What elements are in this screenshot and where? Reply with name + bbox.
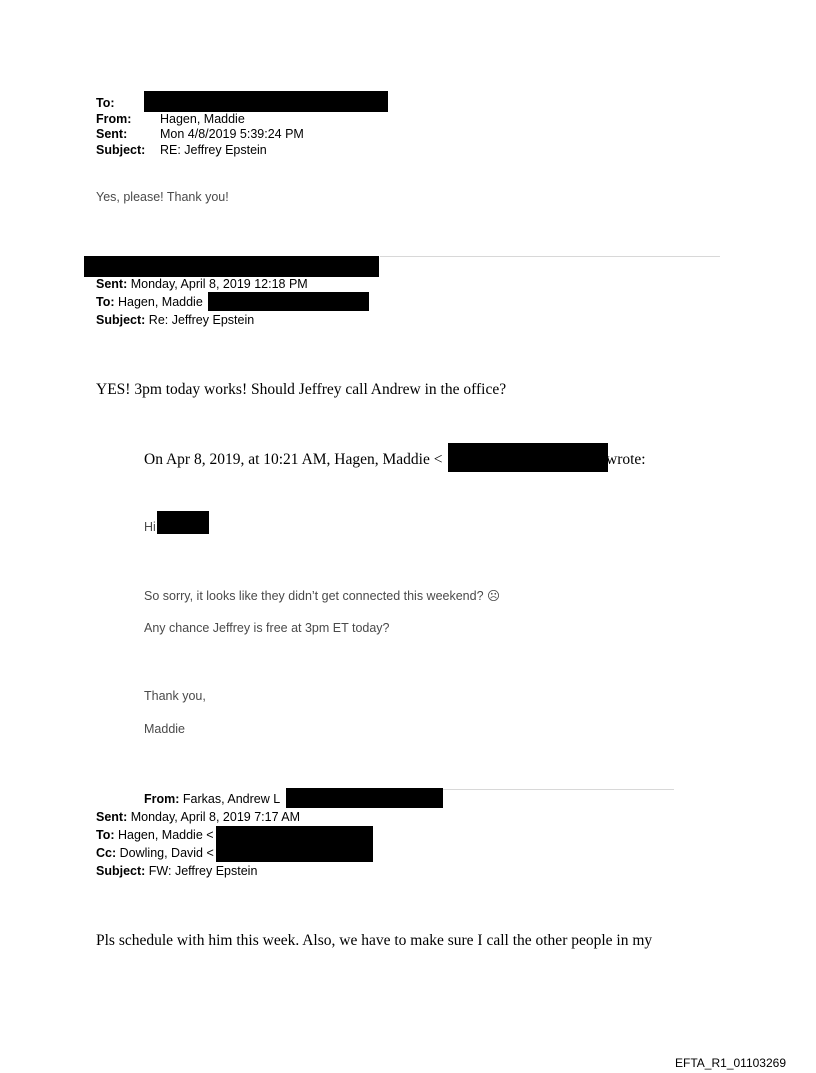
document-id: EFTA_R1_01103269 xyxy=(675,1056,786,1070)
redaction-block xyxy=(448,443,608,472)
msg3-line1: So sorry, it looks like they didn’t get connected this weekend? ☹ xyxy=(144,589,501,603)
from-label: From: xyxy=(96,112,132,126)
separator-line xyxy=(380,256,720,257)
msg2-sent-value: Monday, April 8, 2019 12:18 PM xyxy=(130,277,308,291)
redaction-block xyxy=(144,91,388,112)
msg4-sent-line xyxy=(96,810,300,824)
msg4-subject-line xyxy=(96,864,257,878)
msg2-to-line xyxy=(96,295,203,309)
reply-body: Yes, please! Thank you! xyxy=(96,190,229,204)
redaction-block xyxy=(216,826,373,862)
msg3-signature: Maddie xyxy=(144,722,185,736)
msg4-sent-value: Monday, April 8, 2019 7:17 AM xyxy=(130,810,301,824)
msg4-from-label: From: xyxy=(144,792,180,806)
redaction-block xyxy=(208,292,369,311)
sent-value: Mon 4/8/2019 5:39:24 PM xyxy=(160,127,304,141)
quote-wrote: wrote: xyxy=(606,451,646,468)
msg2-subject-line xyxy=(96,313,254,327)
msg3-closing: Thank you, xyxy=(144,689,206,703)
msg4-from-value: Farkas, Andrew L xyxy=(182,792,281,806)
sent-label: Sent: xyxy=(96,127,128,141)
msg2-subject-label: Subject: xyxy=(96,313,146,327)
quote-intro: On Apr 8, 2019, at 10:21 AM, Hagen, Maddie < xyxy=(144,451,443,468)
msg4-cc-line xyxy=(96,846,214,860)
msg4-sent-label: Sent: xyxy=(96,810,128,824)
msg4-cc-value: Dowling, David < xyxy=(119,846,214,860)
greeting: Hi xyxy=(144,520,156,534)
msg2-sent-line xyxy=(96,277,308,291)
redaction-block xyxy=(286,788,443,808)
msg2-subject-value: Re: Jeffrey Epstein xyxy=(148,313,255,327)
msg4-subject-value: FW: Jeffrey Epstein xyxy=(148,864,258,878)
msg4-to-line xyxy=(96,828,214,842)
msg2-body: YES! 3pm today works! Should Jeffrey call Andrew in the office? xyxy=(96,381,507,398)
subject-value: RE: Jeffrey Epstein xyxy=(160,143,267,157)
msg4-cc-label: Cc: xyxy=(96,846,117,860)
redaction-block xyxy=(157,511,209,534)
msg2-sent-label: Sent: xyxy=(96,277,128,291)
redaction-block xyxy=(84,256,379,277)
msg2-to-value: Hagen, Maddie xyxy=(118,295,203,309)
msg4-to-label: To: xyxy=(96,828,115,842)
subject-label: Subject: xyxy=(96,143,146,157)
msg4-subject-label: Subject: xyxy=(96,864,146,878)
msg4-from-line xyxy=(144,792,280,806)
separator-line xyxy=(442,789,674,790)
msg2-to-label: To: xyxy=(96,295,115,309)
from-value: Hagen, Maddie xyxy=(160,112,245,126)
msg3-line2: Any chance Jeffrey is free at 3pm ET today? xyxy=(144,621,390,635)
to-label: To: xyxy=(96,96,115,110)
msg4-to-value: Hagen, Maddie < xyxy=(118,828,214,842)
msg4-body: Pls schedule with him this week. Also, we have to make sure I call the other people in my xyxy=(96,932,653,949)
